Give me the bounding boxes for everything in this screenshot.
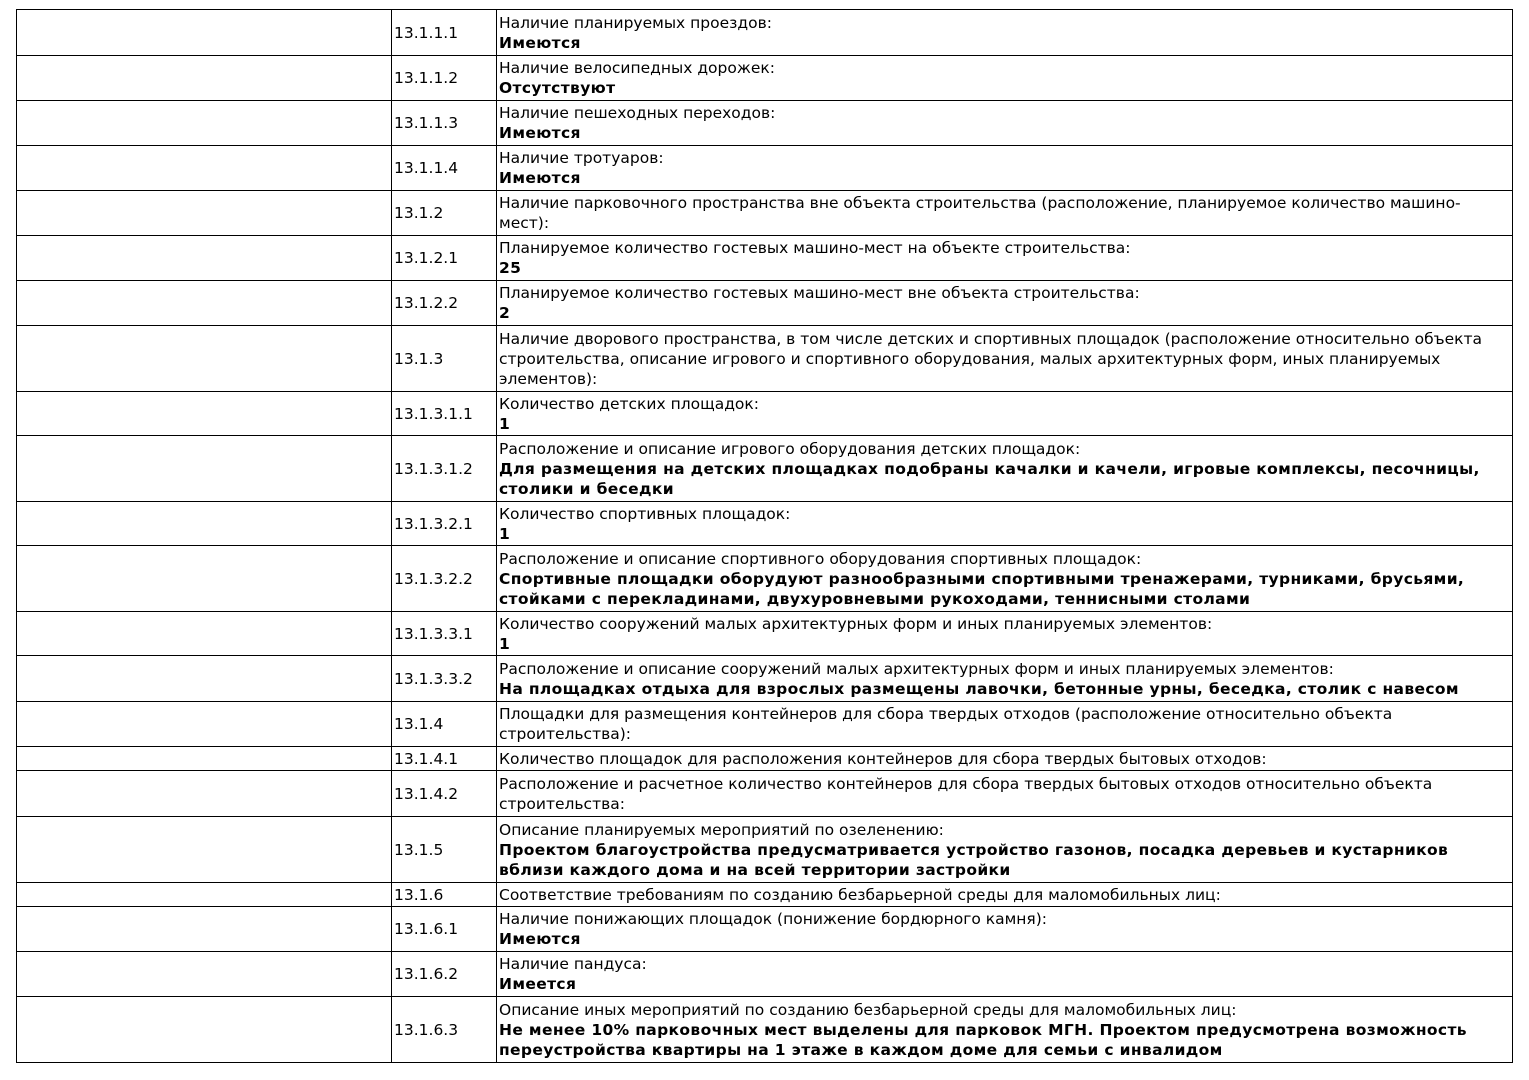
empty-cell xyxy=(17,907,392,952)
table-row xyxy=(17,146,1513,191)
table-row xyxy=(17,907,1513,952)
item-number: 13.1.3.3.1 xyxy=(392,612,497,656)
item-number: 13.1.3.1.2 xyxy=(392,436,497,502)
item-number: 13.1.6.3 xyxy=(392,997,497,1063)
item-description xyxy=(497,656,1513,702)
table-row xyxy=(17,771,1513,817)
item-value: Имеются xyxy=(499,169,581,187)
item-description xyxy=(497,502,1513,546)
item-description xyxy=(497,997,1513,1063)
table-row xyxy=(17,883,1513,907)
item-label: Количество спортивных площадок: xyxy=(499,504,791,523)
table-row xyxy=(17,612,1513,656)
item-value: Проектом благоустройства предусматривается устройство газонов, посадка деревьев и кустарников вблизи каждого дома и на всей территории застройки xyxy=(499,840,1449,879)
empty-cell xyxy=(17,101,392,146)
table-row xyxy=(17,56,1513,101)
table-row xyxy=(17,191,1513,236)
item-number: 13.1.1.4 xyxy=(392,146,497,191)
item-label: Наличие пешеходных переходов: xyxy=(499,104,776,122)
item-value: Не менее 10% парковочных мест выделены для парковок МГН. Проектом предусмотрена возможность переустройства квартиры на 1 этаже в каждом доме для семьи с инвалидом xyxy=(499,1020,1467,1059)
item-label: Описание иных мероприятий по созданию безбарьерной среды для маломобильных лиц: xyxy=(499,1000,1237,1019)
table-row xyxy=(17,436,1513,502)
item-label: Соответствие требованиям по созданию безбарьерной среды для маломобильных лиц: xyxy=(499,885,1221,904)
table-row xyxy=(17,502,1513,546)
item-label: Планируемое количество гостевых машино-мест на объекте строительства: xyxy=(499,239,1131,257)
empty-cell xyxy=(17,747,392,771)
item-number: 13.1.1.1 xyxy=(392,10,497,56)
empty-cell xyxy=(17,546,392,612)
item-description xyxy=(497,436,1513,502)
item-number: 13.1.3 xyxy=(392,326,497,392)
empty-cell xyxy=(17,883,392,907)
item-label: Описание планируемых мероприятий по озеленению: xyxy=(499,820,944,839)
item-label: Расположение и описание спортивного оборудования спортивных площадок: xyxy=(499,549,1142,568)
table-row xyxy=(17,546,1513,612)
item-description xyxy=(497,612,1513,656)
empty-cell xyxy=(17,612,392,656)
item-description xyxy=(497,326,1513,392)
item-value: Для размещения на детских площадках подобраны качалки и качели, игровые комплексы, песочницы, столики и беседки xyxy=(499,459,1480,498)
table-row xyxy=(17,997,1513,1063)
table-body xyxy=(17,10,1513,1063)
item-description xyxy=(497,702,1513,747)
item-value: Спортивные площадки оборудуют разнообразными спортивными тренажерами, турниками, брусьями, стойками с перекладинами, двухуровневыми рукоходами, теннисными столами xyxy=(499,569,1465,608)
empty-cell xyxy=(17,281,392,326)
table-row xyxy=(17,236,1513,281)
item-label: Количество сооружений малых архитектурных форм и иных планируемых элементов: xyxy=(499,614,1213,633)
item-description xyxy=(497,817,1513,883)
item-value: Имеются xyxy=(499,124,581,142)
table-row xyxy=(17,952,1513,997)
item-label: Количество площадок для расположения контейнеров для сбора твердых бытовых отходов: xyxy=(499,749,1267,768)
item-number: 13.1.2.1 xyxy=(392,236,497,281)
item-number: 13.1.2.2 xyxy=(392,281,497,326)
item-description xyxy=(497,747,1513,771)
empty-cell xyxy=(17,817,392,883)
empty-cell xyxy=(17,146,392,191)
empty-cell xyxy=(17,56,392,101)
item-label: Наличие понижающих площадок (понижение бордюрного камня): xyxy=(499,910,1048,928)
table-row xyxy=(17,817,1513,883)
item-description xyxy=(497,10,1513,56)
table-row xyxy=(17,281,1513,326)
item-number: 13.1.3.2.2 xyxy=(392,546,497,612)
item-number: 13.1.4 xyxy=(392,702,497,747)
empty-cell xyxy=(17,236,392,281)
item-description xyxy=(497,546,1513,612)
item-label: Расположение и описание игрового оборудования детских площадок: xyxy=(499,439,1081,458)
item-label: Расположение и расчетное количество контейнеров для сбора твердых бытовых отходов относительно объекта строительства: xyxy=(499,774,1433,813)
item-number: 13.1.6.1 xyxy=(392,907,497,952)
item-number: 13.1.3.1.1 xyxy=(392,392,497,436)
item-value: Отсутствуют xyxy=(499,79,616,97)
item-label: Наличие велосипедных дорожек: xyxy=(499,59,775,77)
item-label: Наличие планируемых проездов: xyxy=(499,13,772,32)
item-description xyxy=(497,146,1513,191)
item-number: 13.1.1.2 xyxy=(392,56,497,101)
empty-cell xyxy=(17,502,392,546)
item-value: 2 xyxy=(499,304,511,322)
item-number: 13.1.4.1 xyxy=(392,747,497,771)
item-description xyxy=(497,907,1513,952)
item-label: Наличие тротуаров: xyxy=(499,149,664,167)
item-label: Расположение и описание сооружений малых архитектурных форм и иных планируемых элементов: xyxy=(499,659,1334,678)
item-description xyxy=(497,771,1513,817)
item-value: Имеются xyxy=(499,930,581,948)
item-label: Площадки для размещения контейнеров для сбора твердых отходов (расположение относительно объекта строительства): xyxy=(499,705,1393,743)
item-description xyxy=(497,883,1513,907)
item-number: 13.1.3.3.2 xyxy=(392,656,497,702)
item-description xyxy=(497,952,1513,997)
item-value: Имеется xyxy=(499,975,577,993)
document-table xyxy=(16,9,1513,1063)
empty-cell xyxy=(17,10,392,56)
item-description xyxy=(497,191,1513,236)
empty-cell xyxy=(17,392,392,436)
item-label: Планируемое количество гостевых машино-мест вне объекта строительства: xyxy=(499,284,1140,302)
empty-cell xyxy=(17,436,392,502)
item-number: 13.1.2 xyxy=(392,191,497,236)
item-description xyxy=(497,236,1513,281)
item-number: 13.1.3.2.1 xyxy=(392,502,497,546)
item-number: 13.1.6 xyxy=(392,883,497,907)
empty-cell xyxy=(17,326,392,392)
item-description xyxy=(497,56,1513,101)
item-number: 13.1.5 xyxy=(392,817,497,883)
table-row xyxy=(17,392,1513,436)
item-description xyxy=(497,101,1513,146)
item-label: Наличие дворового пространства, в том числе детских и спортивных площадок (расположение относительно объекта строительства, описание игрового и спортивного оборудования, малых архитектурных форм, иных планируемых элементов): xyxy=(499,329,1483,388)
item-description xyxy=(497,392,1513,436)
item-label: Наличие парковочного пространства вне объекта строительства (расположение, планируемое количество машино-мест): xyxy=(499,194,1461,232)
item-label: Наличие пандуса: xyxy=(499,955,647,973)
item-description xyxy=(497,281,1513,326)
item-value: Имеются xyxy=(499,33,581,52)
item-number: 13.1.1.3 xyxy=(392,101,497,146)
empty-cell xyxy=(17,997,392,1063)
item-label: Количество детских площадок: xyxy=(499,394,760,413)
table-row xyxy=(17,702,1513,747)
empty-cell xyxy=(17,656,392,702)
item-number: 13.1.6.2 xyxy=(392,952,497,997)
item-value: 1 xyxy=(499,524,511,543)
empty-cell xyxy=(17,191,392,236)
table-row xyxy=(17,656,1513,702)
item-value: 1 xyxy=(499,414,511,433)
empty-cell xyxy=(17,702,392,747)
item-value: 25 xyxy=(499,259,522,277)
table-row xyxy=(17,10,1513,56)
empty-cell xyxy=(17,952,392,997)
item-value: 1 xyxy=(499,634,511,653)
item-number: 13.1.4.2 xyxy=(392,771,497,817)
item-value: На площадках отдыха для взрослых размещены лавочки, бетонные урны, беседка, столик с навесом xyxy=(499,679,1459,698)
empty-cell xyxy=(17,771,392,817)
table-row xyxy=(17,326,1513,392)
table-row xyxy=(17,747,1513,771)
table-row xyxy=(17,101,1513,146)
